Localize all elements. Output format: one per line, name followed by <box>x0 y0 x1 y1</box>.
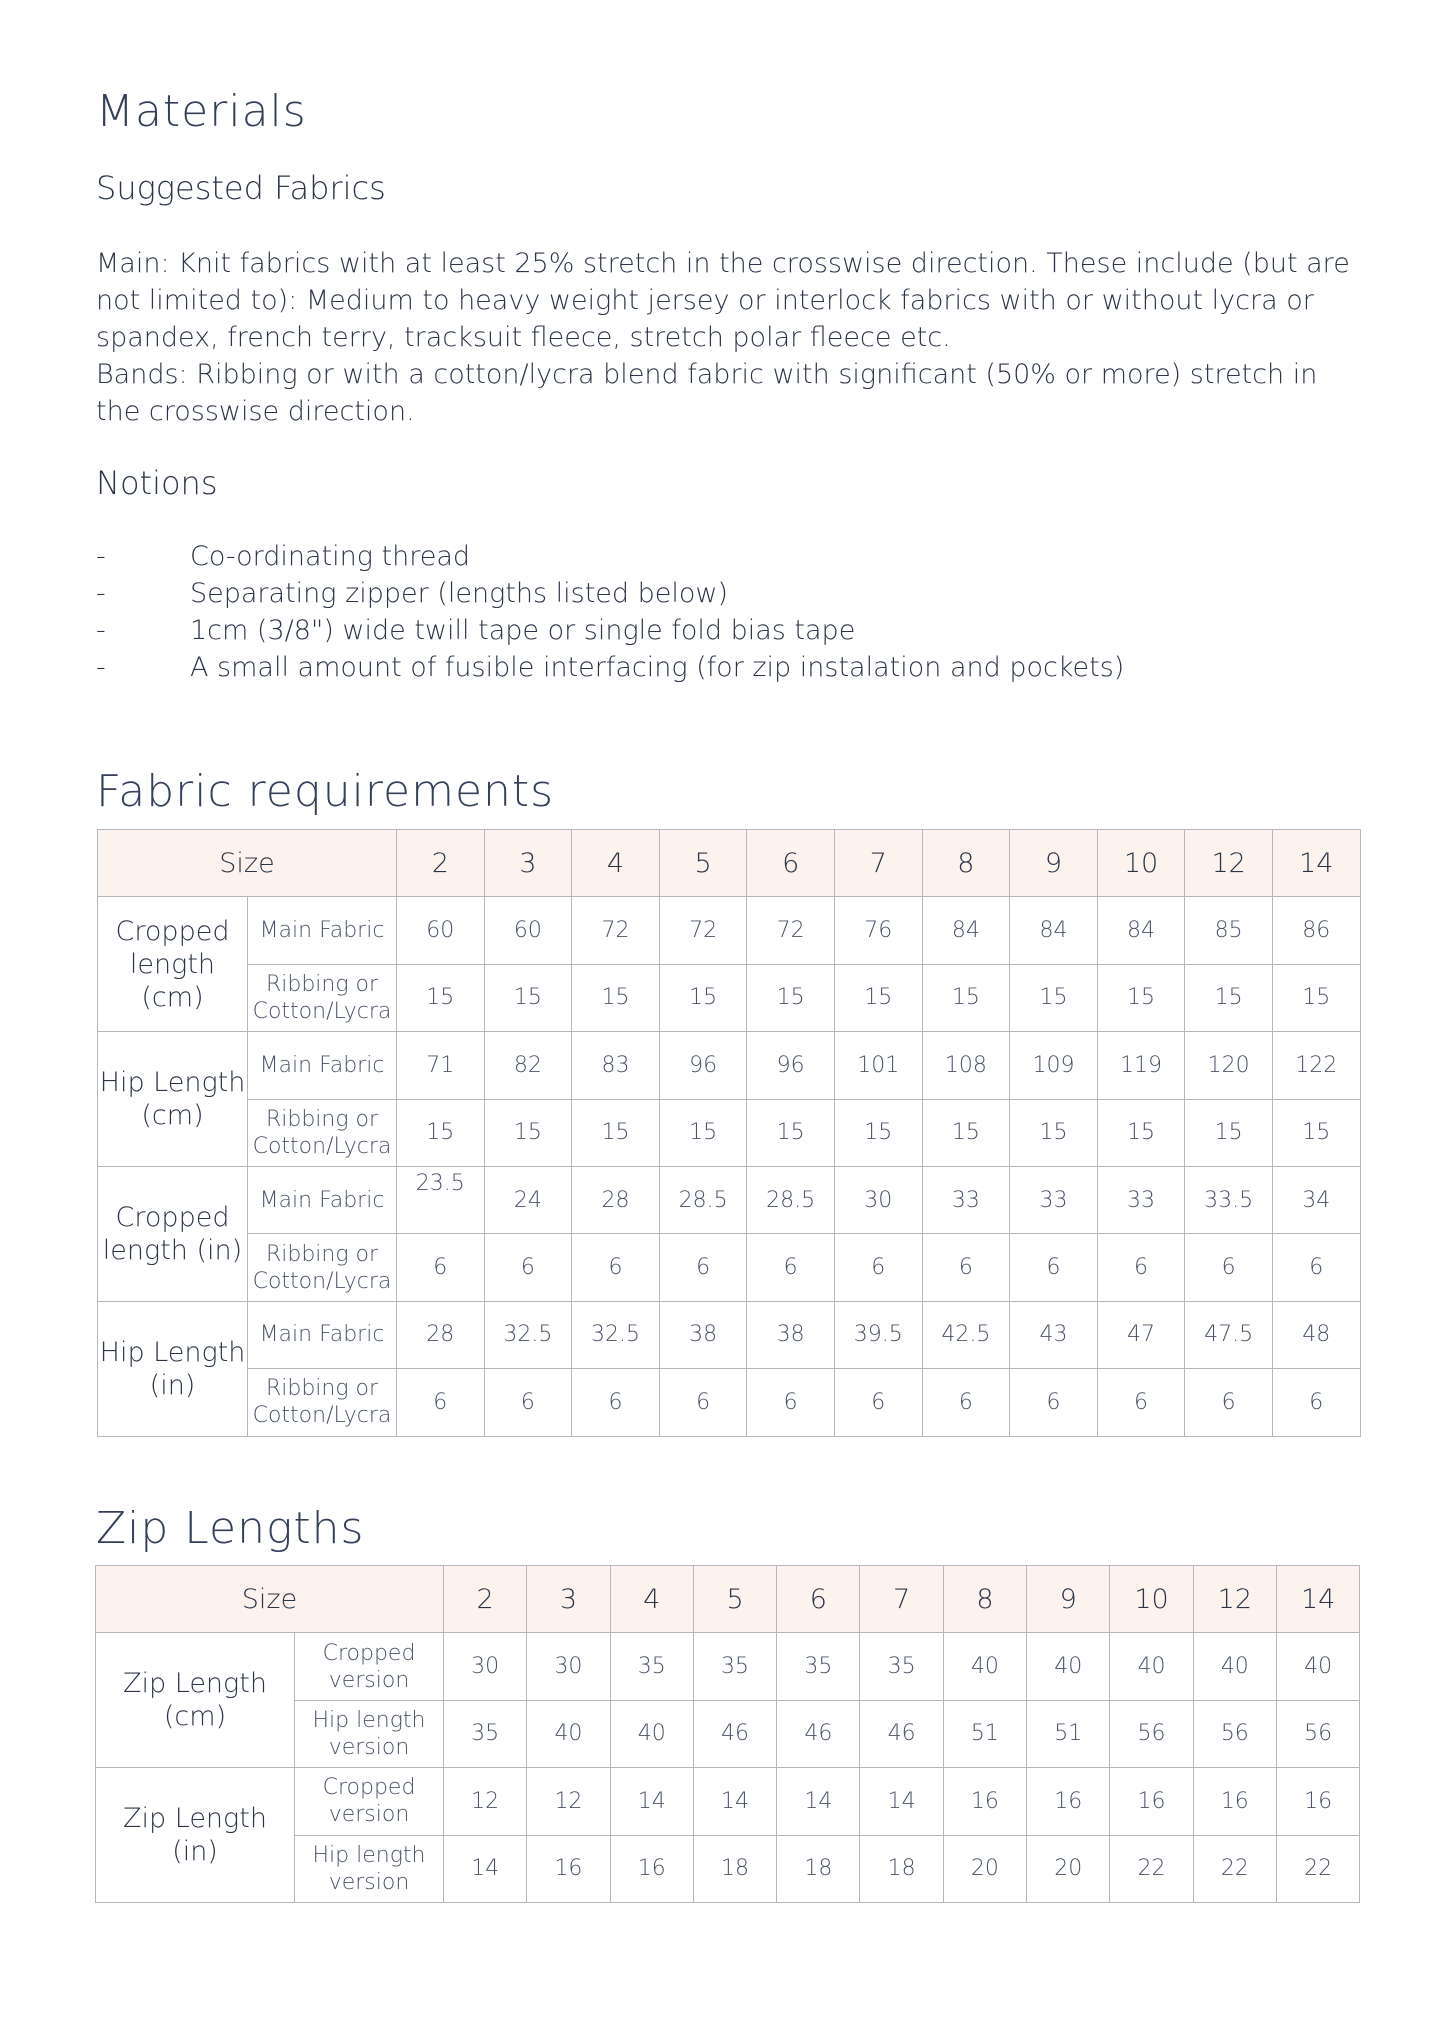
table-cell: 43 <box>1010 1301 1098 1368</box>
table-cell: 30 <box>834 1166 922 1233</box>
notion-text: 1cm (3/8") wide twill tape or single fold bias tape <box>190 615 856 646</box>
table-cell: 6 <box>397 1234 485 1301</box>
size-header-cell: Size <box>96 1566 444 1633</box>
size-column-header: 10 <box>1110 1566 1193 1633</box>
table-cell: 35 <box>444 1700 527 1767</box>
table-cell: 56 <box>1110 1700 1193 1767</box>
table-cell: 23.5 <box>397 1166 485 1233</box>
table-cell: 6 <box>659 1234 747 1301</box>
table-cell: 15 <box>1097 964 1185 1031</box>
table-cell: 35 <box>610 1633 693 1700</box>
row-label: Main Fabric <box>248 1301 397 1368</box>
list-item <box>90 649 1124 686</box>
table-cell: 40 <box>1027 1633 1110 1700</box>
table-cell: 60 <box>484 897 572 964</box>
row-label: Ribbing or Cotton/Lycra <box>248 1234 397 1301</box>
table-cell: 72 <box>747 897 835 964</box>
table-cell: 101 <box>834 1032 922 1099</box>
fabric-requirements-title: Fabric requirements <box>96 766 555 817</box>
table-row <box>98 897 1361 964</box>
main-fabric-description: Main: Knit fabrics with at least 25% stretch in the crosswise direction. These include (but are not limited to): Medium to heavy weight jersey or interlock fabrics with or without lycra or spandex, french terry, tracksuit fleece, stretch polar fleece etc. <box>96 248 1350 353</box>
row-group-label: Cropped length (in) <box>98 1166 248 1301</box>
table-cell: 18 <box>693 1835 776 1902</box>
size-header-cell: Size <box>98 830 397 897</box>
table-cell: 82 <box>484 1032 572 1099</box>
table-cell: 72 <box>572 897 660 964</box>
table-cell: 15 <box>484 1099 572 1166</box>
table-cell: 15 <box>484 964 572 1031</box>
table-cell: 18 <box>777 1835 860 1902</box>
table-row <box>96 1633 1360 1700</box>
table-cell: 22 <box>1110 1835 1193 1902</box>
notions-list <box>90 538 1124 686</box>
table-cell: 30 <box>444 1633 527 1700</box>
table-cell: 6 <box>1010 1369 1098 1436</box>
table-cell: 12 <box>527 1768 610 1835</box>
size-column-header: 7 <box>860 1566 943 1633</box>
row-group-label: Zip Length (cm) <box>96 1633 295 1768</box>
table-cell: 22 <box>1276 1835 1359 1902</box>
table-cell: 14 <box>860 1768 943 1835</box>
size-column-header: 10 <box>1097 830 1185 897</box>
table-cell: 120 <box>1185 1032 1273 1099</box>
table-cell: 6 <box>1272 1369 1360 1436</box>
table-cell: 6 <box>922 1234 1010 1301</box>
row-group-label: Cropped length (cm) <box>98 897 248 1032</box>
table-cell: 16 <box>610 1835 693 1902</box>
table-cell: 15 <box>1272 964 1360 1031</box>
size-column-header: 9 <box>1010 830 1098 897</box>
table-cell: 40 <box>943 1633 1026 1700</box>
size-column-header: 4 <box>572 830 660 897</box>
table-cell: 6 <box>572 1369 660 1436</box>
table-cell: 6 <box>747 1234 835 1301</box>
table-cell: 16 <box>1110 1768 1193 1835</box>
table-row <box>98 1166 1361 1233</box>
table-cell: 85 <box>1185 897 1273 964</box>
row-label: Ribbing or Cotton/Lycra <box>248 964 397 1031</box>
table-cell: 33 <box>1010 1166 1098 1233</box>
table-cell: 15 <box>1010 1099 1098 1166</box>
size-column-header: 5 <box>659 830 747 897</box>
size-column-header: 8 <box>943 1566 1026 1633</box>
table-cell: 22 <box>1193 1835 1276 1902</box>
table-cell: 84 <box>1010 897 1098 964</box>
size-column-header: 8 <box>922 830 1010 897</box>
table-cell: 15 <box>659 964 747 1031</box>
table-cell: 12 <box>444 1768 527 1835</box>
table-cell: 60 <box>397 897 485 964</box>
size-column-header: 7 <box>834 830 922 897</box>
table-row <box>98 1099 1361 1166</box>
table-cell: 76 <box>834 897 922 964</box>
table-cell: 32.5 <box>572 1301 660 1368</box>
table-cell: 56 <box>1193 1700 1276 1767</box>
table-row <box>98 1032 1361 1099</box>
size-column-header: 5 <box>693 1566 776 1633</box>
table-cell: 6 <box>1185 1369 1273 1436</box>
list-item <box>90 612 1124 649</box>
table-cell: 51 <box>943 1700 1026 1767</box>
row-label: Main Fabric <box>248 1032 397 1099</box>
table-cell: 30 <box>527 1633 610 1700</box>
table-cell: 6 <box>747 1369 835 1436</box>
table-cell: 15 <box>1185 964 1273 1031</box>
table-cell: 14 <box>610 1768 693 1835</box>
size-column-header: 2 <box>444 1566 527 1633</box>
size-column-header: 6 <box>777 1566 860 1633</box>
table-cell: 40 <box>527 1700 610 1767</box>
table-cell: 35 <box>693 1633 776 1700</box>
size-column-header: 4 <box>610 1566 693 1633</box>
table-cell: 47 <box>1097 1301 1185 1368</box>
table-row <box>96 1768 1360 1835</box>
table-cell: 15 <box>1185 1099 1273 1166</box>
table-cell: 28.5 <box>747 1166 835 1233</box>
list-item <box>90 538 1124 575</box>
table-cell: 14 <box>693 1768 776 1835</box>
table-cell: 20 <box>1027 1835 1110 1902</box>
table-cell: 6 <box>572 1234 660 1301</box>
table-cell: 83 <box>572 1032 660 1099</box>
notion-text: Co-ordinating thread <box>190 541 471 572</box>
table-cell: 15 <box>1097 1099 1185 1166</box>
table-cell: 47.5 <box>1185 1301 1273 1368</box>
table-cell: 42.5 <box>922 1301 1010 1368</box>
table-cell: 108 <box>922 1032 1010 1099</box>
table-cell: 20 <box>943 1835 1026 1902</box>
table-header-row <box>98 830 1361 897</box>
size-column-header: 12 <box>1193 1566 1276 1633</box>
bands-fabric-description: Bands: Ribbing or with a cotton/lycra blend fabric with significant (50% or more) stretch in the crosswise direction. <box>96 359 1318 427</box>
table-cell: 15 <box>397 1099 485 1166</box>
table-row <box>98 1369 1361 1436</box>
table-cell: 48 <box>1272 1301 1360 1368</box>
size-column-header: 9 <box>1027 1566 1110 1633</box>
table-cell: 35 <box>777 1633 860 1700</box>
table-cell: 16 <box>1027 1768 1110 1835</box>
table-cell: 15 <box>922 1099 1010 1166</box>
table-cell: 15 <box>572 1099 660 1166</box>
table-cell: 109 <box>1010 1032 1098 1099</box>
size-column-header: 14 <box>1276 1566 1359 1633</box>
table-cell: 6 <box>1097 1369 1185 1436</box>
table-cell: 18 <box>860 1835 943 1902</box>
table-cell: 15 <box>397 964 485 1031</box>
table-cell: 15 <box>834 1099 922 1166</box>
row-label: Cropped version <box>295 1633 444 1700</box>
table-cell: 15 <box>922 964 1010 1031</box>
table-cell: 40 <box>1193 1633 1276 1700</box>
table-cell: 46 <box>777 1700 860 1767</box>
table-cell: 6 <box>1272 1234 1360 1301</box>
table-cell: 15 <box>572 964 660 1031</box>
table-cell: 33 <box>1097 1166 1185 1233</box>
table-header-row <box>96 1566 1360 1633</box>
table-cell: 96 <box>747 1032 835 1099</box>
table-row <box>98 964 1361 1031</box>
table-cell: 6 <box>397 1369 485 1436</box>
table-cell: 28 <box>572 1166 660 1233</box>
table-cell: 84 <box>1097 897 1185 964</box>
table-cell: 6 <box>484 1369 572 1436</box>
table-cell: 32.5 <box>484 1301 572 1368</box>
table-cell: 35 <box>860 1633 943 1700</box>
row-group-label: Hip Length (cm) <box>98 1032 248 1167</box>
table-cell: 86 <box>1272 897 1360 964</box>
zip-lengths-title: Zip Lengths <box>96 1503 365 1554</box>
bullet-dash: - <box>96 652 106 683</box>
row-label: Cropped version <box>295 1768 444 1835</box>
materials-title: Materials <box>96 86 307 137</box>
row-label: Ribbing or Cotton/Lycra <box>248 1099 397 1166</box>
table-cell: 6 <box>834 1369 922 1436</box>
bullet-dash: - <box>96 578 106 609</box>
table-cell: 40 <box>610 1700 693 1767</box>
table-cell: 6 <box>484 1234 572 1301</box>
size-column-header: 3 <box>527 1566 610 1633</box>
table-cell: 33 <box>922 1166 1010 1233</box>
table-cell: 39.5 <box>834 1301 922 1368</box>
size-column-header: 2 <box>397 830 485 897</box>
row-label: Hip length version <box>295 1700 444 1767</box>
table-cell: 84 <box>922 897 1010 964</box>
table-cell: 46 <box>693 1700 776 1767</box>
table-cell: 38 <box>747 1301 835 1368</box>
list-item <box>90 575 1124 612</box>
table-cell: 15 <box>1010 964 1098 1031</box>
table-cell: 40 <box>1276 1633 1359 1700</box>
table-cell: 96 <box>659 1032 747 1099</box>
suggested-fabrics-heading: Suggested Fabrics <box>96 169 386 207</box>
table-cell: 16 <box>1276 1768 1359 1835</box>
table-cell: 6 <box>1010 1234 1098 1301</box>
table-row <box>98 1234 1361 1301</box>
table-cell: 51 <box>1027 1700 1110 1767</box>
table-cell: 122 <box>1272 1032 1360 1099</box>
table-cell: 15 <box>747 964 835 1031</box>
size-column-header: 3 <box>484 830 572 897</box>
table-cell: 40 <box>1110 1633 1193 1700</box>
row-group-label: Zip Length (in) <box>96 1768 295 1903</box>
table-cell: 15 <box>1272 1099 1360 1166</box>
size-column-header: 12 <box>1185 830 1273 897</box>
bullet-dash: - <box>96 615 106 646</box>
size-column-header: 6 <box>747 830 835 897</box>
table-cell: 56 <box>1276 1700 1359 1767</box>
table-cell: 46 <box>860 1700 943 1767</box>
table-cell: 28.5 <box>659 1166 747 1233</box>
table-cell: 16 <box>527 1835 610 1902</box>
row-label: Main Fabric <box>248 1166 397 1233</box>
table-cell: 16 <box>1193 1768 1276 1835</box>
notion-text: A small amount of fusible interfacing (for zip instalation and pockets) <box>190 652 1125 683</box>
notions-heading: Notions <box>96 464 218 502</box>
fabric-requirements-table <box>97 829 1361 1437</box>
table-cell: 72 <box>659 897 747 964</box>
row-group-label: Hip Length (in) <box>98 1301 248 1436</box>
table-cell: 15 <box>747 1099 835 1166</box>
table-cell: 6 <box>659 1369 747 1436</box>
suggested-fabrics-text <box>96 245 1356 430</box>
table-cell: 14 <box>444 1835 527 1902</box>
table-cell: 34 <box>1272 1166 1360 1233</box>
size-column-header: 14 <box>1272 830 1360 897</box>
table-cell: 28 <box>397 1301 485 1368</box>
row-label: Main Fabric <box>248 897 397 964</box>
notion-text: Separating zipper (lengths listed below) <box>190 578 728 609</box>
row-label: Ribbing or Cotton/Lycra <box>248 1369 397 1436</box>
table-cell: 6 <box>834 1234 922 1301</box>
row-label: Hip length version <box>295 1835 444 1902</box>
table-cell: 16 <box>943 1768 1026 1835</box>
zip-lengths-table <box>95 1565 1360 1903</box>
table-row <box>98 1301 1361 1368</box>
table-cell: 24 <box>484 1166 572 1233</box>
table-cell: 15 <box>659 1099 747 1166</box>
table-cell: 71 <box>397 1032 485 1099</box>
table-cell: 15 <box>834 964 922 1031</box>
table-cell: 33.5 <box>1185 1166 1273 1233</box>
table-cell: 6 <box>922 1369 1010 1436</box>
table-cell: 14 <box>777 1768 860 1835</box>
table-cell: 6 <box>1097 1234 1185 1301</box>
table-cell: 6 <box>1185 1234 1273 1301</box>
bullet-dash: - <box>96 541 106 572</box>
table-cell: 119 <box>1097 1032 1185 1099</box>
table-cell: 38 <box>659 1301 747 1368</box>
